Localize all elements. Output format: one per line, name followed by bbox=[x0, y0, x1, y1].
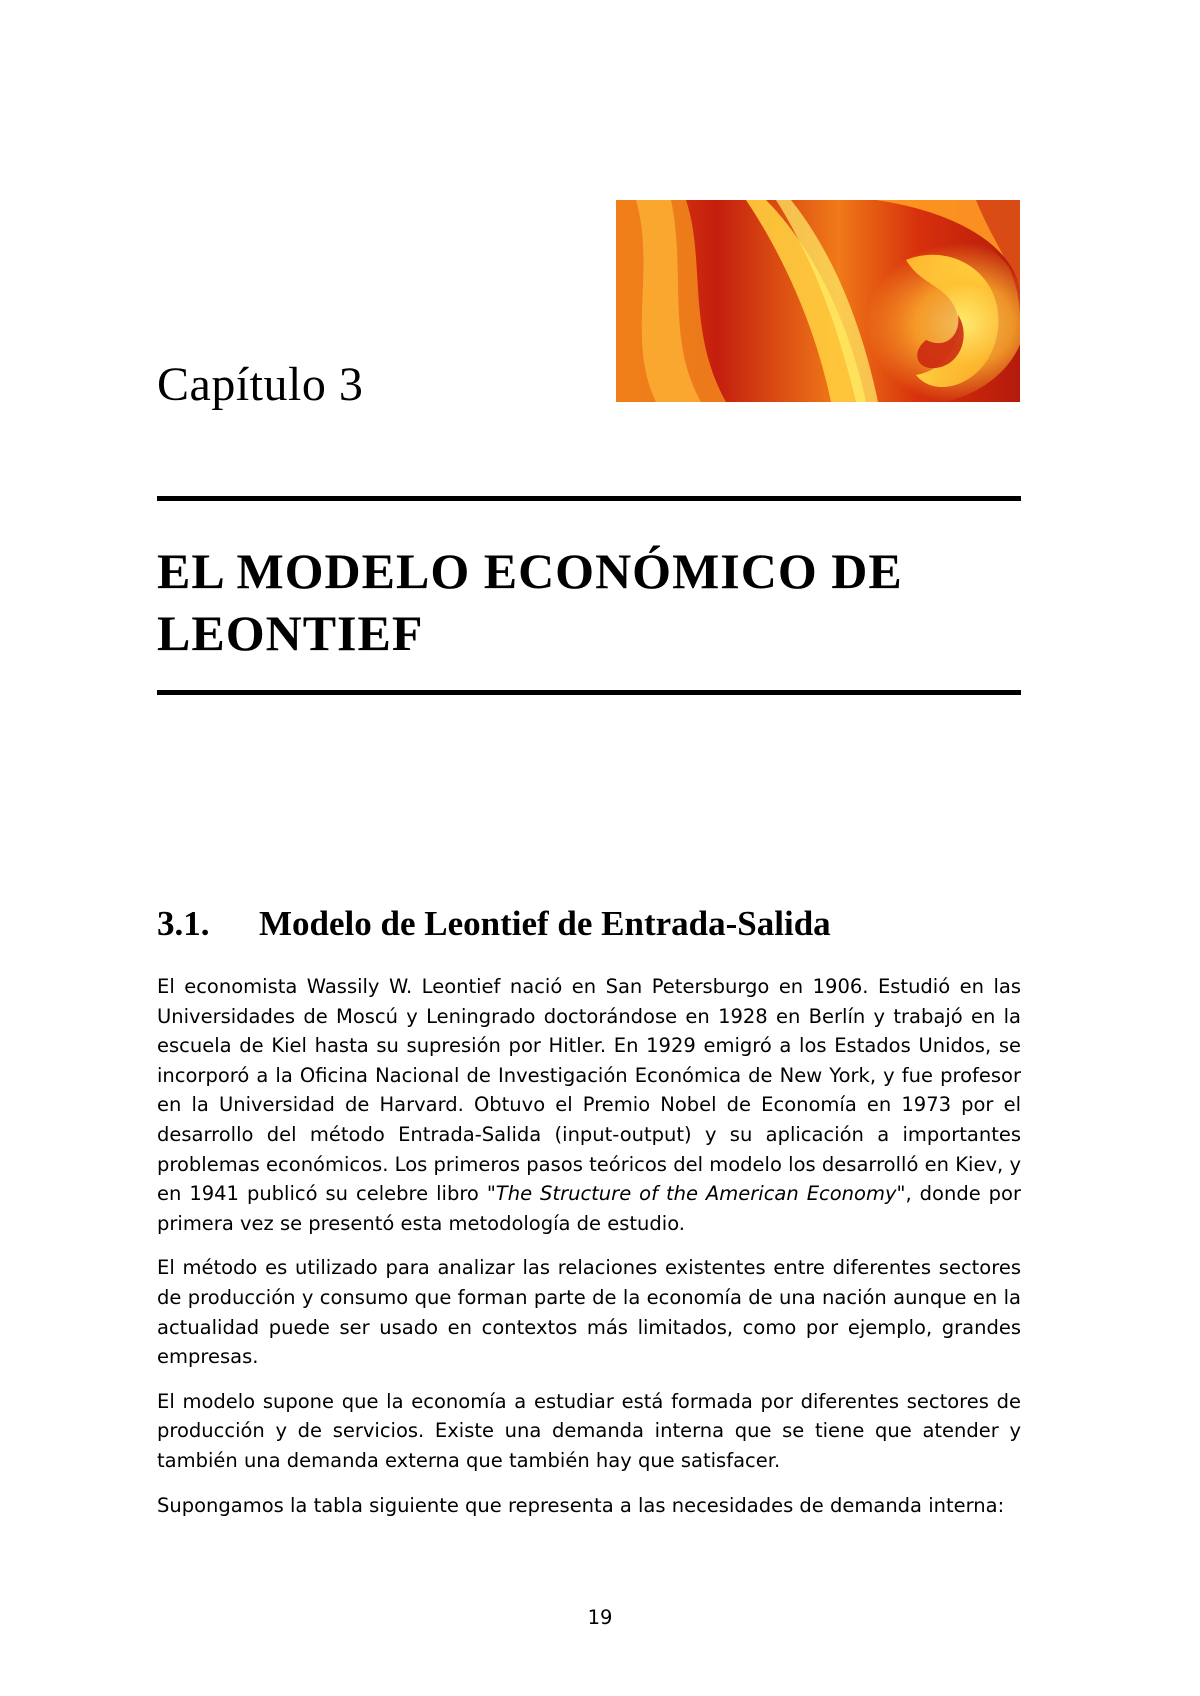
title-rule-top bbox=[157, 496, 1021, 501]
book-title: The Structure of the American Economy bbox=[495, 1182, 897, 1206]
section-number: 3.1. bbox=[157, 904, 210, 943]
chapter-header-image bbox=[616, 200, 1020, 402]
paragraph-2: El método es utilizado para analizar las relaciones existentes entre diferentes sectores de producción y consumo que forman parte de la economía de una nación aunque en la actualidad puede ser usado en contextos más limitados, como por ejemplo, grandes empresas. bbox=[157, 1256, 1021, 1369]
flame-texture-graphic bbox=[616, 200, 1020, 402]
section-title: Modelo de Leontief de Entrada-Salida bbox=[259, 904, 831, 943]
paragraph-1 bbox=[157, 972, 1021, 1238]
chapter-label: Capítulo 3 bbox=[157, 358, 364, 411]
title-rule-bottom bbox=[157, 690, 1021, 695]
page-number: 19 bbox=[587, 1606, 613, 1629]
body-text bbox=[157, 972, 1021, 1535]
chapter-title: EL MODELO ECONÓMICO DE LEONTIEF bbox=[157, 543, 903, 661]
section-heading bbox=[157, 904, 831, 944]
paragraph-1-text: El economista Wassily W. Leontief nació en San Petersburgo en 1906. Estudió en las Universidades de Moscú y Leningrado doctorándose en 1928 en Berlín y trabajó en la escuela de Kiel hasta su supresión por Hitler. En 1929 emigró a los Estados Unidos, se incorporó a la Oficina Nacional de Investigación Económica de New York, y fue profesor en la Universidad de Harvard. Obtuvo el Premio Nobel de Economía en 1973 por el desarrollo del método Entrada-Salida (input-output) y su aplicación a importantes problemas económicos. Los primeros pasos teóricos del modelo los desarrolló en Kiev, y en 1941 publicó su celebre libro " bbox=[157, 975, 1021, 1206]
paragraph-1-text-end: ", donde por primera vez se presentó esta metodología de estudio. bbox=[157, 1182, 1021, 1235]
paragraph-3: El modelo supone que la economía a estudiar está formada por diferentes sectores de producción y de servicios. Existe una demanda interna que se tiene que atender y también una demanda externa que también hay que satisfacer. bbox=[157, 1389, 1021, 1472]
paragraph-4: Supongamos la tabla siguiente que representa a las necesidades de demanda interna: bbox=[157, 1493, 1005, 1517]
